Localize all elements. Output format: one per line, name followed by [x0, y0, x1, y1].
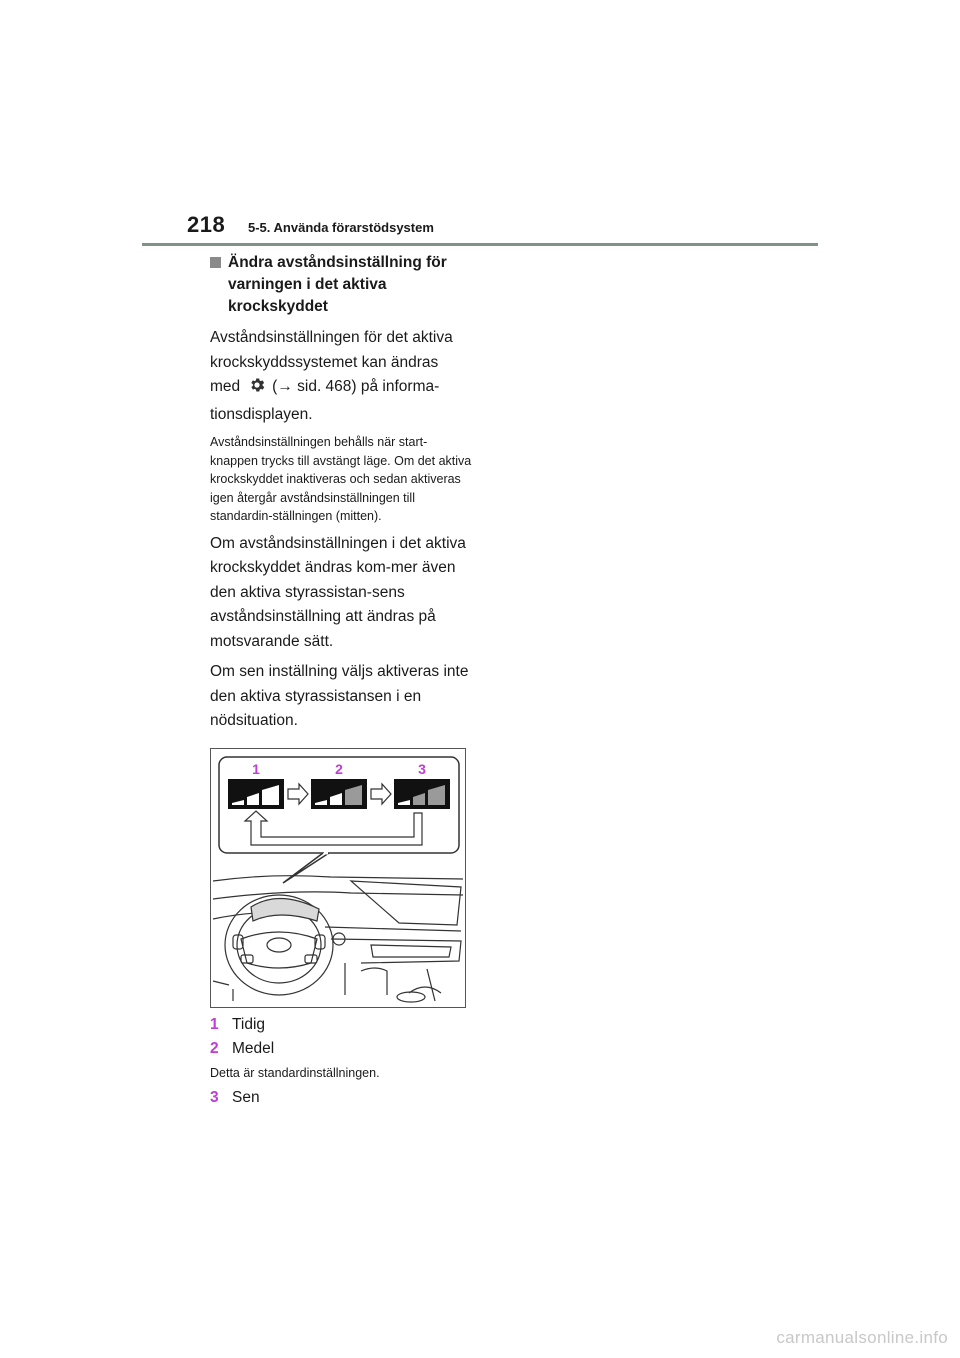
figure-label-3: 3: [418, 761, 426, 777]
legend-number: 1: [210, 1016, 219, 1033]
legend-item-early: [210, 1013, 480, 1037]
legend-label: Tidig: [232, 1016, 266, 1033]
legend-item-medium: [210, 1037, 480, 1061]
main-content: [210, 252, 472, 740]
legend-item-late: [210, 1086, 480, 1110]
square-bullet-icon: [210, 257, 221, 268]
section-title: 5-5. Använda förarstödsystem: [248, 220, 434, 235]
legend-label: Sen: [232, 1089, 260, 1106]
header-rule: [142, 243, 818, 246]
subsection-heading: [210, 252, 472, 318]
figure-label-2: 2: [335, 761, 343, 777]
figure-legend: [210, 1013, 480, 1110]
legend-number: 3: [210, 1089, 219, 1106]
paragraph-settings: [210, 326, 472, 427]
paragraph-late-setting: Om sen inställning väljs aktiveras inte den aktiva styrassistansen i en nödsituation.: [210, 663, 469, 729]
legend-note: Detta är standardinställningen.: [210, 1066, 380, 1080]
gear-icon: [248, 376, 266, 403]
watermark: carmanualsonline.info: [776, 1328, 948, 1347]
heading-text: Ändra avståndsinställning för varningen i det aktiva krockskyddet: [228, 254, 447, 315]
page-number: 218: [187, 212, 226, 237]
paragraph-settings-part2: (→ sid. 468) på informa-tionsdisplayen.: [210, 378, 440, 423]
car-interior-drawing: [213, 876, 463, 1002]
paragraph-settings-part1: Avståndsinställningen för det aktiva krockskyddssystemet kan ändras med: [210, 329, 453, 395]
figure-label-1: 1: [252, 761, 260, 777]
dashboard-illustration: [210, 748, 466, 1008]
legend-label: Medel: [232, 1040, 275, 1057]
distance-setting-late-icon: [394, 779, 450, 809]
paragraph-steering-assist: Om avståndsinställningen i det aktiva krockskyddet ändras kom-mer även den aktiva styrassistan-sens avståndsinställning att ändras på motsvarande sätt.: [210, 534, 466, 650]
note-text: Avståndsinställningen behålls när start-knappen trycks till avstängt läge. Om det aktiva krockskyddet inaktiveras och sedan aktiveras igen återgår avståndsinställningen till standardin-ställningen (mitten).: [210, 435, 472, 523]
distance-setting-medium-icon: [311, 779, 367, 809]
distance-setting-early-icon: [228, 779, 284, 809]
legend-number: 2: [210, 1040, 219, 1057]
